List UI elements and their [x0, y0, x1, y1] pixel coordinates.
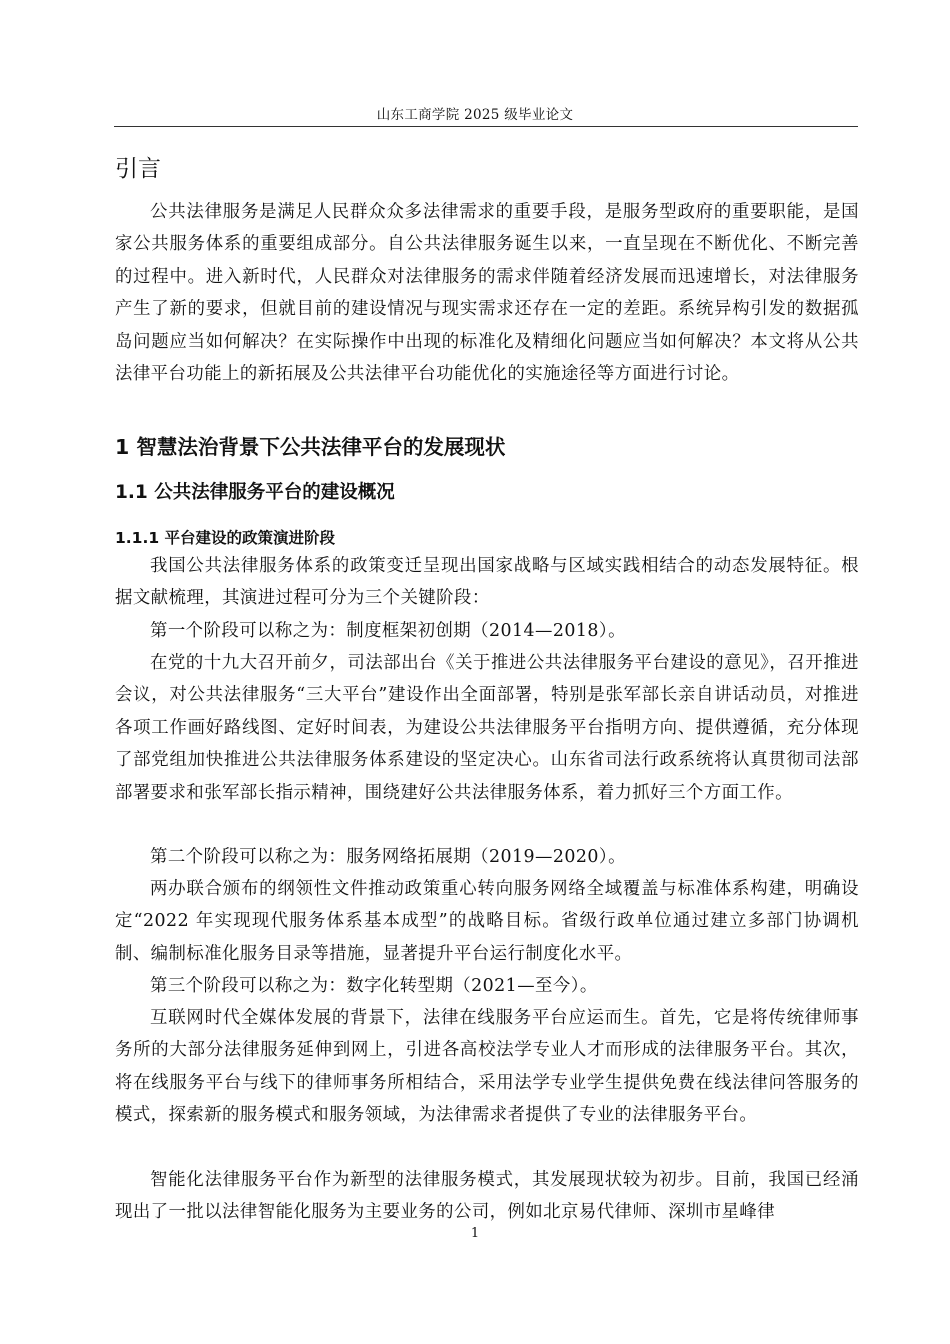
- body-paragraph: 第三个阶段可以称之为：数字化转型期（2021—至今）。: [150, 976, 598, 996]
- section-1-1-heading: 1.1 公共法律服务平台的建设概况: [115, 482, 395, 503]
- body-paragraph: 我国公共法律服务体系的政策变迁呈现出国家战略与区域实践相结合的动态发展特征。根据文献梳理，其演进过程可分为三个关键阶段：: [115, 556, 859, 609]
- page-number: 1: [470, 1226, 480, 1241]
- section-1-1-1-heading: 1.1.1 平台建设的政策演进阶段: [115, 529, 336, 547]
- body-paragraph: 互联网时代全媒体发展的背景下，法律在线服务平台应运而生。首先，它是将传统律师事务所的大部分法律服务延伸到网上，引进各高校法学专业人才而形成的法律服务平台。其次，将在线服务平台与线下的律师事务所相结合，采用法学专业学生提供免费在线法律问答服务的模式，探索新的服务模式和服务领域，为法律需求者提供了专业的法律服务平台。: [115, 1008, 859, 1126]
- body-paragraph: 两办联合颁布的纲领性文件推动政策重心转向服务网络全域覆盖与标准体系构建，明确设定“2022 年实现现代服务体系基本成型”的战略目标。省级行政单位通过建立多部门协调机制、编制标准化服务目录等措施，显著提升平台运行制度化水平。: [115, 879, 859, 964]
- section-1-heading: 1 智慧法治背景下公共法律平台的发展现状: [115, 435, 506, 459]
- body-paragraph: 在党的十九大召开前夕，司法部出台《关于推进公共法律服务平台建设的意见》，召开推进会议，对公共法律服务“三大平台”建设作出全面部署，特别是张军部长亲自讲话动员，对推进各项工作画好路线图、定好时间表，为建设公共法律服务平台指明方向、提供遵循，充分体现了部党组加快推进公共法律服务体系建设的坚定决心。山东省司法行政系统将认真贯彻司法部部署要求和张军部长指示精神，围绕建好公共法律服务体系，着力抓好三个方面工作。: [115, 653, 859, 803]
- body-paragraph: 第二个阶段可以称之为：服务网络拓展期（2019—2020）。: [150, 847, 626, 867]
- body-paragraph: 智能化法律服务平台作为新型的法律服务模式，其发展现状较为初步。目前，我国已经涌现出了一批以法律智能化服务为主要业务的公司，例如北京易代律师、深圳市星峰律: [115, 1170, 859, 1223]
- running-header: 山东工商学院 2025 级毕业论文: [376, 107, 574, 123]
- introduction-heading: 引言: [115, 156, 161, 182]
- introduction-paragraph: 公共法律服务是满足人民群众众多法律需求的重要手段，是服务型政府的重要职能，是国家公共服务体系的重要组成部分。自公共法律服务诞生以来，一直呈现在不断优化、不断完善的过程中。进入新时代，人民群众对法律服务的需求伴随着经济发展而迅速增长，对法律服务产生了新的要求，但就目前的建设情况与现实需求还存在一定的差距。系统异构引发的数据孤岛问题应当如何解决？在实际操作中出现的标准化及精细化问题应当如何解决？本文将从公共法律平台功能上的新拓展及公共法律平台功能优化的实施途径等方面进行讨论。: [115, 202, 859, 385]
- header-divider: [114, 126, 858, 127]
- body-paragraph: 第一个阶段可以称之为：制度框架初创期（2014—2018）。: [150, 621, 626, 641]
